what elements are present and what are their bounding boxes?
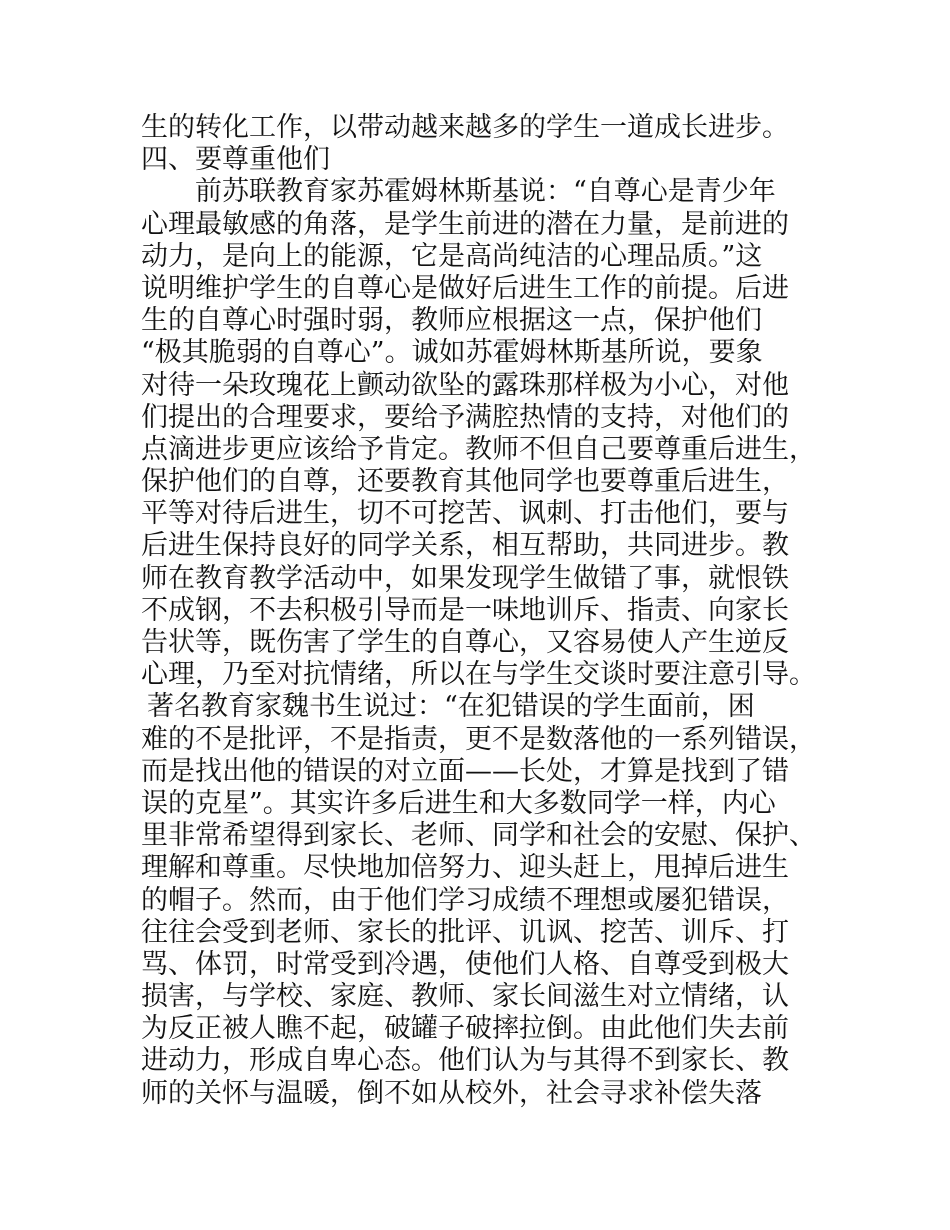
text-line: 进动力，形成自卑心态。他们认为与其得不到家长、教 bbox=[141, 1045, 789, 1077]
text-line: 平等对待后进生，切不可挖苦、讽刺、打击他们，要与 bbox=[141, 498, 789, 530]
paragraph-start-line: 著名教育家魏书生说过：“在犯错误的学生面前，困 bbox=[147, 691, 755, 723]
text-line: 生的转化工作，以带动越来越多的学生一道成长进步。 bbox=[141, 112, 789, 143]
paragraph-start-line: 前苏联教育家苏霍姆林斯基说：“自尊心是青少年 bbox=[195, 176, 776, 208]
text-line: 生的自尊心时强时弱，教师应根据这一点，保护他们 bbox=[141, 305, 762, 337]
text-line: 师的关怀与温暖，倒不如从校外，社会寻求补偿失落 bbox=[141, 1077, 762, 1109]
text-line: 不成钢，不去积极引导而是一味地训斥、指责、向家长 bbox=[141, 594, 789, 626]
text-line: 心理最敏感的角落，是学生前进的潜在力量，是前进的 bbox=[141, 208, 789, 240]
text-line: 告状等，既伤害了学生的自尊心，又容易使人产生逆反 bbox=[141, 627, 789, 658]
text-line: 难的不是批评，不是指责，更不是数落他的一系列错误， bbox=[141, 723, 816, 755]
text-line: 骂、体罚，时常受到冷遇，使他们人格、自尊受到极大 bbox=[141, 948, 789, 980]
text-line: 后进生保持良好的同学关系，相互帮助，共同进步。教 bbox=[141, 530, 789, 562]
text-line: 损害，与学校、家庭、教师、家长间滋生对立情绪，认 bbox=[141, 981, 789, 1013]
text-line: 点滴进步更应该给予肯定。教师不但自己要尊重后进生， bbox=[141, 433, 816, 465]
text-line: 为反正被人瞧不起，破罐子破摔拉倒。由此他们失去前 bbox=[141, 1013, 789, 1045]
section-heading: 四、要尊重他们 bbox=[141, 144, 330, 176]
text-line: 对待一朵玫瑰花上颤动欲坠的露珠那样极为小心，对他 bbox=[141, 369, 789, 401]
text-line: 而是找出他的错误的对立面——长处，才算是找到了错 bbox=[141, 755, 789, 787]
text-line: 保护他们的自尊，还要教育其他同学也要尊重后进生， bbox=[141, 466, 789, 498]
text-line: 心理，乃至对抗情绪，所以在与学生交谈时要注意引导。 bbox=[141, 659, 816, 691]
text-line: 误的克星”。其实许多后进生和大多数同学一样，内心 bbox=[141, 787, 776, 819]
text-line: 动力，是向上的能源，它是高尚纯洁的心理品质。”这 bbox=[141, 240, 763, 272]
text-line: “极其脆弱的自尊心”。诚如苏霍姆林斯基所说，要象 bbox=[141, 337, 763, 369]
text-line: 师在教育教学活动中，如果发现学生做错了事，就恨铁 bbox=[141, 562, 789, 594]
text-line: 里非常希望得到家长、老师、同学和社会的安慰、保护、 bbox=[141, 820, 816, 852]
document-body bbox=[141, 112, 841, 1110]
text-line: 说明维护学生的自尊心是做好后进生工作的前提。后进 bbox=[141, 272, 789, 304]
text-line: 的帽子。然而，由于他们学习成绩不理想或屡犯错误， bbox=[141, 884, 789, 916]
text-line: 理解和尊重。尽快地加倍努力、迎头赶上，甩掉后进生 bbox=[141, 852, 789, 884]
text-line: 们提出的合理要求，要给予满腔热情的支持，对他们的 bbox=[141, 401, 789, 433]
text-line: 往往会受到老师、家长的批评、讥讽、挖苦、训斥、打 bbox=[141, 916, 789, 948]
